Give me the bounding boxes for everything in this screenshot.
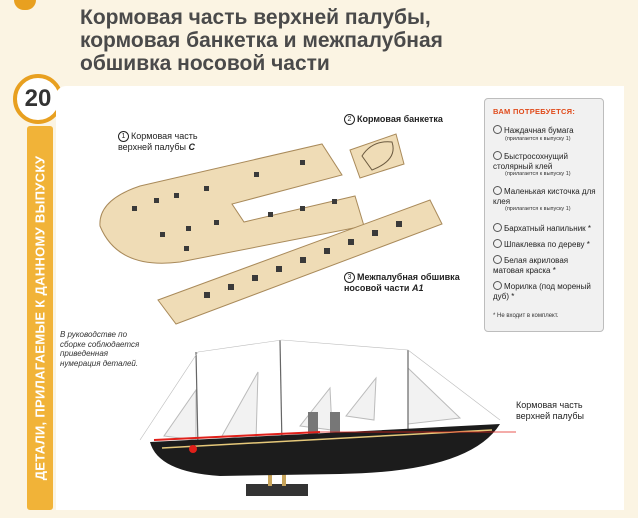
ship-callout: Кормовая часть верхней палубы (516, 400, 584, 421)
requirement-item (493, 255, 597, 275)
requirement-item (493, 281, 597, 301)
requirements-title: ВАМ ПОТРЕБУЕТСЯ: (493, 107, 576, 116)
checkbox-circle-icon (493, 223, 502, 232)
manual-note: В руководстве по сборке соблюдается приведенная нумерация деталей. (60, 330, 140, 368)
requirement-label: Морилка (под мореный дуб) * (493, 282, 591, 301)
requirements-box (484, 98, 604, 332)
title-line-3: обшивка носовой части (80, 52, 330, 75)
checkbox-circle-icon (493, 151, 502, 160)
part-3-name-line1: Межпалубная обшивка (357, 272, 460, 282)
side-caption: ДЕТАЛИ, ПРИЛАГАЕМЫЕ К ДАННОМУ ВЫПУСКУ (32, 155, 48, 481)
ship-model (140, 340, 516, 496)
part-3-name-line2: носовой части (344, 283, 410, 293)
part-3-code: A1 (411, 283, 424, 293)
part-2-name: Кормовая банкетка (357, 114, 443, 124)
requirement-label: Наждачная бумага (504, 126, 574, 135)
checkbox-circle-icon (493, 281, 502, 290)
part-1-label (118, 131, 198, 153)
requirement-note: (прилагается к выпуску 1) (505, 135, 571, 142)
part-2-label (344, 114, 443, 125)
checkbox-circle-icon (493, 255, 502, 264)
part-1-number: 1 (118, 131, 129, 142)
part-3-number: 3 (344, 272, 355, 283)
part-2-stern-bench (350, 134, 404, 178)
requirement-item (493, 239, 597, 250)
issue-number-badge: 20 (13, 74, 63, 124)
requirement-note: (прилагается к выпуску 1) (505, 171, 571, 177)
title-line-2: кормовая банкетка и межпалубная (80, 29, 443, 52)
requirement-label: Быстросохнущий столярный клей (493, 152, 568, 171)
requirement-item (493, 223, 597, 234)
checkbox-circle-icon (493, 125, 502, 134)
requirement-label: Белая акриловая матовая краска * (493, 256, 569, 275)
part-1-code: C (188, 142, 195, 152)
requirement-item (493, 186, 597, 213)
requirement-item (493, 151, 597, 178)
requirements-footnote: * Не входит в комплект. (493, 313, 559, 319)
requirement-note: (прилагается к выпуску 1) (505, 206, 571, 212)
part-1-name-line1: Кормовая часть (131, 131, 198, 141)
title-line-1: Кормовая часть верхней палубы, (80, 6, 431, 29)
requirement-item (493, 125, 597, 143)
part-2-number: 2 (344, 114, 355, 125)
requirement-label: Бархатный напильник * (504, 224, 591, 233)
part-3-label (344, 272, 460, 294)
checkbox-circle-icon (493, 239, 502, 248)
requirement-label: Шпаклевка по дереву * (504, 240, 590, 249)
checkbox-circle-icon (493, 186, 502, 195)
requirement-label: Маленькая кисточка для клея (493, 187, 596, 206)
part-1-name-line2: верхней палубы (118, 142, 186, 152)
